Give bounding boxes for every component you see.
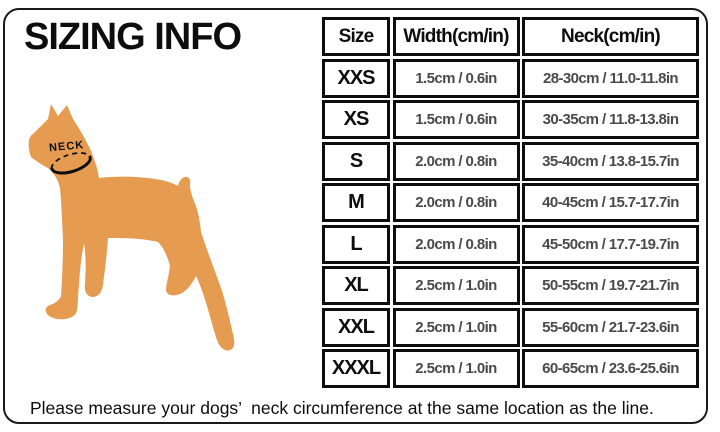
size-cell: L bbox=[322, 225, 390, 264]
neck-cell: 55-60cm / 21.7-23.6in bbox=[522, 308, 699, 347]
neck-cell: 35-40cm / 13.8-15.7in bbox=[522, 142, 699, 181]
header-width: Width(cm/in) bbox=[393, 17, 520, 56]
header-neck: Neck(cm/in) bbox=[522, 17, 699, 56]
page-title: SIZING INFO bbox=[24, 16, 241, 58]
neck-cell: 30-35cm / 11.8-13.8in bbox=[522, 100, 699, 139]
size-cell: XS bbox=[322, 100, 390, 139]
size-cell: XXXL bbox=[322, 349, 390, 388]
neck-cell: 60-65cm / 23.6-25.6in bbox=[522, 349, 699, 388]
width-cell: 2.5cm / 1.0in bbox=[393, 349, 520, 388]
size-cell: XXL bbox=[322, 308, 390, 347]
dog-silhouette-illustration bbox=[20, 88, 260, 368]
size-cell: XXS bbox=[322, 59, 390, 98]
neck-label: NECK bbox=[48, 139, 85, 155]
neck-cell: 45-50cm / 17.7-19.7in bbox=[522, 225, 699, 264]
measurement-instruction: Please measure your dogs’ neck circumference at the same location as the line. bbox=[30, 398, 654, 418]
neck-cell: 50-55cm / 19.7-21.7in bbox=[522, 266, 699, 305]
width-cell: 2.0cm / 0.8in bbox=[393, 183, 520, 222]
size-cell: S bbox=[322, 142, 390, 181]
size-cell: M bbox=[322, 183, 390, 222]
neck-cell: 28-30cm / 11.0-11.8in bbox=[522, 59, 699, 98]
width-cell: 2.5cm / 1.0in bbox=[393, 266, 520, 305]
width-cell: 2.5cm / 1.0in bbox=[393, 308, 520, 347]
width-cell: 1.5cm / 0.6in bbox=[393, 59, 520, 98]
size-chart-table bbox=[322, 17, 699, 388]
width-cell: 2.0cm / 0.8in bbox=[393, 142, 520, 181]
header-size: Size bbox=[322, 17, 390, 56]
width-cell: 1.5cm / 0.6in bbox=[393, 100, 520, 139]
width-cell: 2.0cm / 0.8in bbox=[393, 225, 520, 264]
size-cell: XL bbox=[322, 266, 390, 305]
neck-cell: 40-45cm / 15.7-17.7in bbox=[522, 183, 699, 222]
dog-neck-diagram bbox=[20, 88, 260, 368]
